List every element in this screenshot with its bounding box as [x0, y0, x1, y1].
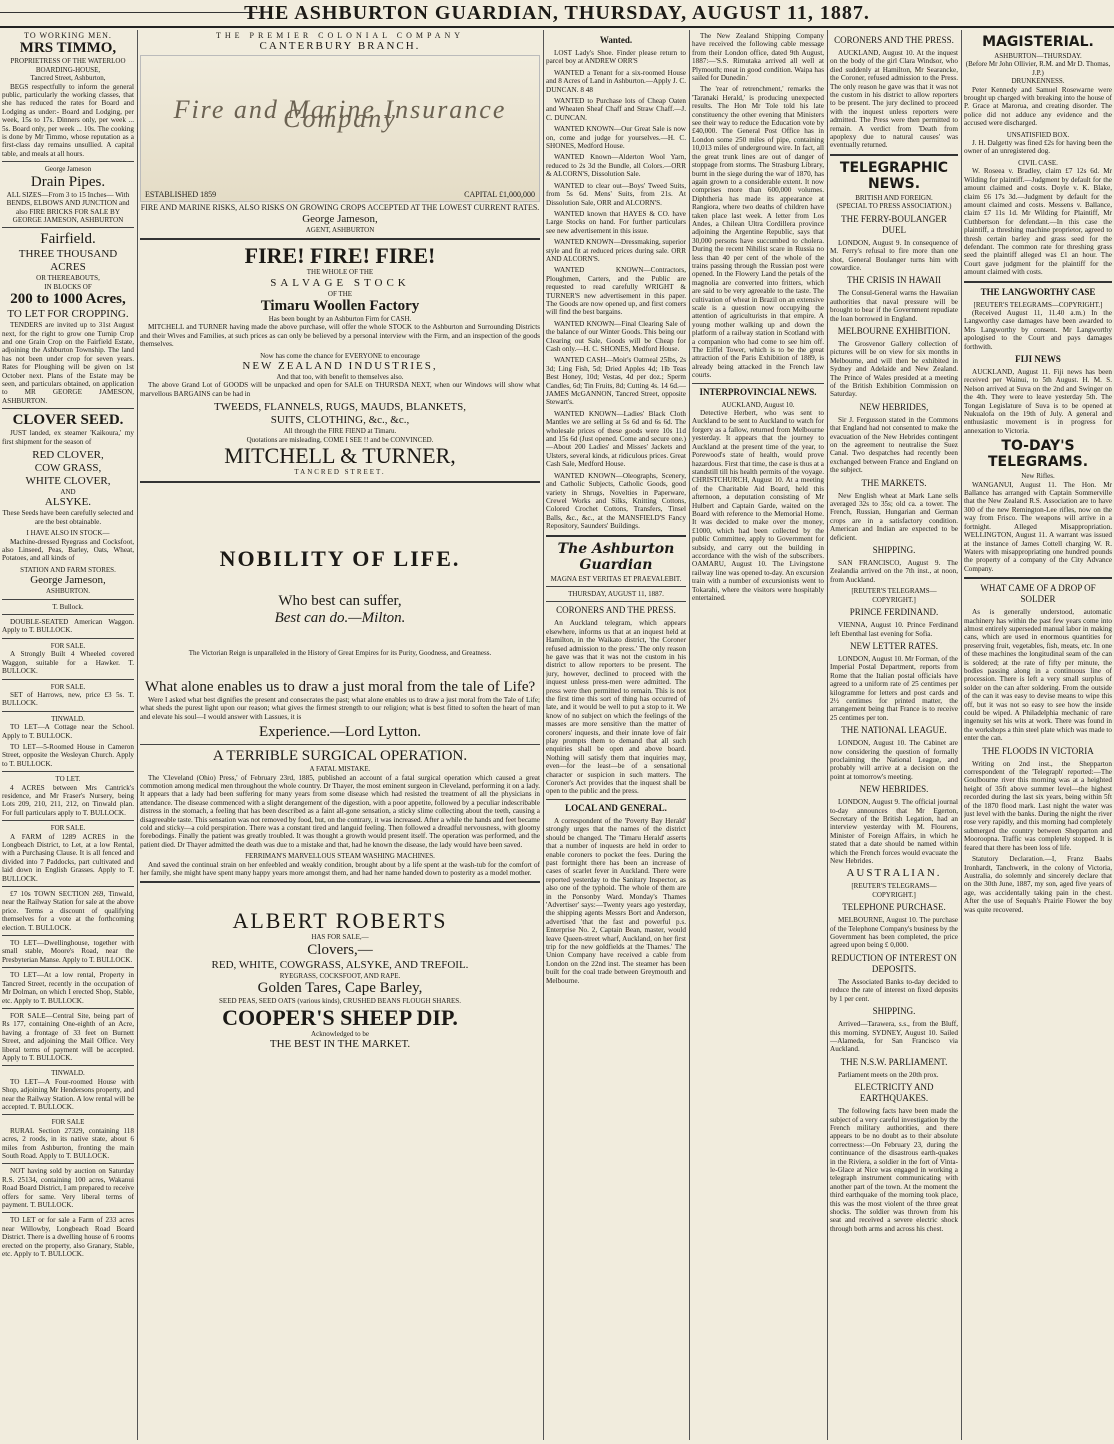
bought-line: Has been bought by an Ashburton Firm for CASH.: [268, 315, 412, 324]
waggon-ad: DOUBLE-SEATED American Waggon. Apply to T. BULLOCK.: [2, 618, 134, 635]
farm-233-ad: TO LET or for sale a Farm of 233 acres near Willowby, Longbeach Road Board District. There is a dwelling house of 6 rooms erected on the property, also Granary, Stable, etc. Apply to T. BULLOCK.: [2, 1216, 134, 1259]
capital-text: CAPITAL £1,000,000: [464, 190, 535, 199]
timmo-name: MRS TIMMO,: [19, 40, 117, 57]
prince-body: VIENNA, August 10. Prince Ferdinand left Ebenthal last evening for Sofia.: [830, 621, 958, 638]
mitchell-turner: MITCHELL & TURNER,: [224, 443, 456, 469]
fairfield-body: TENDERS are invited up to 31st August next, for the right to grow one Turnip Crop and one Grain Crop on the Fairfield Estate, adjoining the Ashburton Township. The land has not been under crop for seven years. Rates for Ploughing will be given on 1st October next. Plans of the Estate may be seen, and particulars obtained, on application to MR GEORGE JAMESON, ASHBURTON.: [2, 321, 134, 405]
agent-label: AGENT, ASHBURTON: [305, 225, 375, 234]
auckland-dateline: AUCKLAND, August 10.: [721, 400, 795, 409]
what-alone-heading: What alone enables us to draw a just moral from the tale of Life?: [144, 678, 536, 695]
wanted-ad: WANTED KNOWN—Dressmaking, superior style and fit at reduced prices during sale. ORR AND ALCORN'S.: [546, 238, 686, 263]
local-general-heading: LOCAL AND GENERAL.: [565, 802, 667, 813]
ashburton-thursday: ASHBURTON—THURSDAY.: [994, 52, 1082, 60]
fiji-body: AUCKLAND, August 11. Fiji news has been received per Wainui, to 5th August. H. M. S. Nelson arrived at Suva on the 2nd and Swinger on the 4th. They were to leave yesterday 5th. The Tongan Legislature of Suva is to be opened at Nukualofa on the 19th of July. A general and enthusiastic movement is in progress for annexation to Victoria.: [964, 368, 1112, 435]
langworthy-body: (Received August 11, 11.40 a.m.) In the Langworthy case damages have been awarded to Mrs Langworthy by consent. Mr Langworthy apologised to the Court and pays damages forthwith.: [964, 308, 1112, 351]
company-name: THE PREMIER COLONIAL COMPANY: [215, 32, 465, 40]
markets-body: New English wheat at Mark Lane sells averaged 32s to 35s; old ca. a tower. The French, Russian, Hungarian and German crops are in a satisfactory condition. American and Indian are expected to be deficient.: [830, 491, 958, 542]
letter-rates-body: LONDON, August 10. Mr Forman, of the Imperial Postal Department, reports from Rome that the Italian postal officials have agreed to a uniform rate of 25 centimes per kilogramme for letters and post cards and 2½ centimes for printed matter, the arrangement being that France is to receive 25 centimes per ton.: [830, 654, 958, 722]
column-classified-bullock: [2, 32, 134, 1440]
wanted-ad: WANTED KNOWN—Oleographs, Scenery, and Catholic Subjects, Catholic Goods, good variety in Shrugs, Novelties in Paperware, Crewel Works and Silks, Knitting Cottons, Colored Crochet Cottons, Transfers, Tinsel Balls, &c., &c., at the MANSFIELD'S Fancy Repository, Saunders' Buildings.: [546, 471, 686, 531]
shipping2-heading: SHIPPING.: [872, 1006, 916, 1017]
ferriman-body: And saved the continual strain on her enfeebled and weakly condition, brought about by a life spent at the wash-tub for the comfort of her family, she might have spent many happy years more amongst them, and had her name handed down to posterity as a model mother.: [140, 860, 540, 877]
british-foreign: BRITISH AND FOREIGN.: [855, 193, 933, 202]
telegraphic-heading: TELEGRAPHIC NEWS.: [839, 159, 949, 192]
insurance-logo: [140, 55, 540, 202]
australian-heading: AUSTRALIAN.: [846, 867, 942, 880]
buggy-ad: A Strongly Built 4 Wheeled covered Waggon, suitable for a Hawker. T. BULLOCK.: [2, 650, 134, 676]
and-that-line: And that too, with benefit to themselves also.: [276, 373, 404, 382]
best-do-line: Best can do.—Milton.: [274, 609, 406, 626]
letter-rates-heading: NEW LETTER RATES.: [849, 640, 939, 651]
column-rule: [827, 30, 828, 1440]
who-best-line: Who best can suffer,: [278, 592, 402, 609]
salvage-stock: SALVAGE STOCK: [270, 276, 410, 289]
auction-ad: NOT having sold by auction on Saturday R.S. 25134, containing 100 acres, Wakanui Road Board District, I am prepared to receive offers for same. Very liberal terms of payment. T. BULLOCK.: [2, 1167, 134, 1210]
agent-name: George Jameson,: [302, 212, 378, 225]
harrows-ad: SET of Harrows, new, price £3 5s. T. BULLOCK.: [2, 690, 134, 708]
wanted-heading: Wanted.: [599, 35, 633, 45]
langworthy-heading: THE LANGWORTHY CASE: [980, 286, 1096, 297]
shipping2-body: Arrived—Tarawera, s.s., from the Bluff, this morning. SYDNEY, August 10. Sailed—Alameda, for San Francisco via Auckland.: [830, 1020, 958, 1054]
civil-heading: CIVIL CASE.: [1018, 158, 1058, 167]
also-in-stock: I HAVE ALSO IN STOCK—: [26, 529, 110, 538]
issue-date: THURSDAY, AUGUST 11, 1887.: [568, 589, 664, 598]
hebrides-heading: NEW HEBRIDES,: [859, 401, 929, 412]
best-market: THE BEST IN THE MARKET.: [269, 1038, 411, 1051]
of-the: OF THE: [327, 289, 353, 298]
fatal-body: The 'Cleveland (Ohio) Press,' of February 23rd, 1885, published an account of a fatal surgical operation which caused a great commotion among medical men throughout the whole country. Dr Thayer, the most eminent surgeon in Cleveland, performing it on a lady. It appears that a lady had been suffering for many years from some disease which had resisted the treatment of all the physicians in attendance. The disease commenced with a slight derangement of the digestion, with a poor appetite, followed by a peculiar indescribable distress in the stomach, a feeling that has been described as a faint all-gone sensation, a sticky slime collecting about the teeth, causing a disagreeable taste. This sensation was not removed by food, but, on the contrary, it was increased. After a while the hands and feet became cold and sticky—a cold perspiration. There was a constant tired and languid feeling. Then followed a dreadful nervousness, with gloomy forebodings. Finally the patient was greatly troubled. It was thought a growth would present itself. The operation was performed, and the patient died. Dr Thayer admitted the death was due to a mistake and that, had he known the disease, the lady would have been saved.: [140, 773, 540, 849]
ferry-body: LONDON, August 9. In consequence of M. Ferry's refusal to fire more than one shot, General Boulanger turns him with cowardice.: [830, 238, 958, 272]
fire-fiend-line: All through the FIRE FIEND at Timaru.: [283, 427, 397, 436]
wanted-ad: WANTED CASH—Moir's Oatmeal 25lbs, 2s 3d; Ling Fish, 5d; Dried Apples 4d; 1lb Teas Best Honey, 10d; Vestas, 4d per doz.; Sperm Candles, 6d; Tin Fruits, 8d; Cutting 4s. 14 6d.—JAMES McGANNON, Tancred Street, opposite Stewart's.: [546, 356, 686, 407]
new-rifles-heading: New Rifles.: [1021, 472, 1055, 481]
league-heading: THE NATIONAL LEAGUE.: [841, 725, 947, 736]
unpacked-body: The above Grand Lot of GOODS will be unpacked and open for SALE on THURSDA NEXT, when our Windows will show what marvellous BARGAINS can be had in: [140, 381, 540, 398]
league-body: LONDON, August 10. The Cabinet are now considering the question of formally proclaiming the National League, and probably will arrive at a decision on the point at tomorrow's meeting.: [830, 739, 958, 781]
drain-pipes-heading: Drain Pipes.: [30, 173, 106, 190]
solder-body: As is generally understood, automatic machinery has within the past few years come into almost entirely superseded manual labor in making cans, which are used in enormous quantities for preserving fruit, vegetables, fish, meats, etc. In one of these machines the longitudinal seam of the can is soldered; at the rate of fifty per minute, the bodies passing along in a continuous line of procession. There is left a very small surplus of solder on the can after soldering. From the outside of the can it was easy to devise means to wipe this off, but it was not so easy to see how the inside could be wiped. A Philadelphia mechanic of rare ingenuity set his wits at work. There was found in the workshops a thin steel plate which was made to enter the can.: [964, 608, 1112, 743]
interprovincial-body: Detective Herbert, who was sent to Auckland to be sent to Auckland to watch for forgery as a fallow, returned from Melbourne yesterday. It appears that the journey to Auckland at the present time of the year, to Porewood's state of health, would prove hazardous. First that time, the case is thus at a standstill till his health permits of the voyage. CHRISTCHURCH, August 10. At a meeting of the Charitable Aid Board, held this afternoon, a deputation consisting of Mr Hulbert and Captain Garde, waited on the Board with reference to the Memorial Home. It was decided to make over the money, £1000, which had been collected by the public Committee, apply to Government for subsidy, and carry out the building in accordance with the wish of the subscribers. OAMARU, August 10. The Livingstone railway line was opened to-day. An excursion train with a number of excursionists went to Tokarahi, where the visitors were hospitably entertained.: [692, 409, 824, 602]
timmo-address: Tancred Street, Ashburton,: [30, 74, 106, 83]
column-telegraphic: [830, 32, 958, 1440]
deposits-body: The Associated Banks to-day decided to reduce the rate of interest on fixed deposits by 1 per cent.: [830, 977, 958, 1003]
ashburton-label: ASHBURTON.: [46, 587, 90, 596]
reuter-line: [REUTER'S TELEGRAMS—COPYRIGHT.]: [851, 587, 937, 604]
seed-peas-line: SEED PEAS, SEED OATS (various kinds), CRUSHED BEANS FLOUGH SHARES.: [219, 997, 461, 1006]
working-men-heading: TO WORKING MEN.: [24, 32, 112, 40]
three-thousand-acres: THREE THOUSAND ACRES: [18, 248, 118, 274]
in-blocks: IN BLOCKS OF: [44, 282, 92, 291]
white-clover: WHITE CLOVER,: [25, 475, 111, 487]
risks-text: FIRE AND MARINE RISKS, ALSO RISKS ON GROWING CROPS ACCEPTED AT THE LOWEST CURRENT RATES.: [140, 203, 540, 213]
shipping-heading: SHIPPING.: [872, 545, 916, 556]
column-rule: [137, 30, 138, 1440]
albert-roberts: ALBERT ROBERTS: [232, 908, 448, 934]
wanted-ad: WANTED to Purchase lots of Cheap Oaten and Wheaten Sheaf Chaff and Straw Chaff.—J. C. DUNCAN.: [546, 97, 686, 122]
has-for-sale: HAS FOR SALE,—: [311, 933, 369, 942]
red-clover: RED CLOVER,: [32, 449, 104, 461]
deposits-heading: REDUCTION OF INTEREST ON DEPOSITS.: [831, 952, 957, 974]
fiji-heading: FIJI NEWS: [1015, 354, 1061, 364]
timaru-factory: Timaru Woollen Factory: [260, 298, 420, 315]
golden-tares: Golden Tares, Cape Barley,: [257, 980, 423, 997]
before-line: (Before Mr John Ollivier, R.M. and Mr D. Thomas, J.P.): [965, 60, 1111, 77]
coopers-heading: COOPER'S SHEEP DIP.: [222, 1004, 458, 1030]
acres-range: 200 to 1000 Acres,: [10, 291, 126, 308]
telephone-body: MELBOURNE, August 10. The purchase of the Telephone Company's business by the Government has been completed, the price agreed upon being £ 0,000.: [830, 916, 958, 950]
for-sale-heading: FOR SALE.: [50, 682, 86, 691]
wanted-ad: LOST Lady's Shoe. Finder please return to parcel boy at ANDREW ORR'S: [546, 49, 686, 66]
were-i-body: Were I asked what best dignifies the present and consecrates the past; what alone enables us to draw a just moral from the Tale of Life; what sheds the purest light upon our reason; what gives the firmest strength to our religion; what is best fitted to soften the heart of man and elevate his soul—I would answer with Lassues, it is: [140, 695, 540, 721]
nsw-body: Parliament meets on the 20th prox.: [838, 1070, 939, 1079]
four-room-ad: TO LET—A Four-roomed House with Shop, adjoining Mr Hendersons property, and near the Railway Station. A low rental will be accepted. T. BULLOCK.: [2, 1077, 134, 1111]
drunkenness-heading: DRUNKENNESS.: [1011, 77, 1065, 86]
drunkenness-body: Peter Kennedy and Samuel Rosewarne were brought up charged with breaking into the house of P. Grace at Marorua, and creating disorder. The police did not adduce any evidence and the accused were discharged.: [964, 85, 1112, 128]
clover-list: RED, WHITE, COWGRASS, ALSYKE, AND TREFOIL.: [211, 958, 469, 971]
masthead-title: THE ASHBURTON GUARDIAN, THURSDAY, AUGUST 11, 1887.: [244, 2, 870, 24]
clovers-heading: Clovers,—: [307, 941, 373, 958]
statutory-body: Statutory Declaration.—I, Franz Baabs Ironhardt, Tanchwerk, in the colony of Victoria, Australia, do solemnly and sincerely declare that on the 30th June, 1887, my son, aged five years of age, was accidentally taking pain in the chest. After the use of Sequah's Prairie Flower the boy was quite recovered.: [964, 855, 1112, 914]
wanted-ad: WANTED known that HAYES & CO. have Large Stocks on hand. For further particulars see new advertisement in this issue.: [546, 209, 686, 235]
ferry-heading: THE FERRY-BOULANGER DUEL: [841, 213, 947, 235]
magisterial-heading: MAGISTERIAL.: [982, 34, 1094, 50]
mitchell-body: MITCHELL and TURNER having made the above purchase, will offer the whole STOCK to the Ashburton and Surrounding Districts and their Wives and Families, at such prices as can only be believed by a personal interview with the Firm, and an inspection of the goods themselves.: [140, 323, 540, 349]
interprovincial-heading: INTERPROVINCIAL NEWS.: [699, 386, 817, 397]
column-wanted-editorial: [546, 32, 686, 1440]
special-line: (SPECIAL TO PRESS ASSOCIATION.): [836, 202, 952, 211]
wanted-ad: WANTED KNOWN—Our Great Sale is now on, come and judge for yourselves.—H. C. SHONES, Medford House.: [546, 125, 686, 151]
whole-of: THE WHOLE OF THE: [306, 268, 374, 277]
editorial-heading: CORONERS AND THE PRESS.: [556, 605, 676, 616]
quotations-line: Quotations are misleading, COME I SEE !! and be CONVINCED.: [246, 435, 434, 444]
tancred-street: TANCRED STREET.: [294, 468, 386, 477]
column-rule: [689, 30, 690, 1440]
victorian-reign: The Victorian Reign is unparalleled in the History of Great Empires for its Purity, Goodness, and Greatness.: [188, 648, 492, 657]
for-sale-heading: FOR SALE.: [50, 641, 86, 650]
or-thereabouts: OR THEREABOUTS,: [36, 274, 100, 283]
todays-body: WANGANUI, August 11. The Hon. Mr Ballance has arranged with Captain Sommerville that the New Zealand R.S. Association are to have 300 of the new Remington-Lee rifles, now on the way from Frisco. The weapons will arrive in a fortnight. Alleged Misappropriation. WELLINGTON, August 11. A warrant was issued at the instance of James Cottell charging W. R. Waters with misappropriating one hundred pounds the property of a company of the City Advance Company.: [964, 480, 1112, 573]
wanted-ad: WANTED KNOWN—Contractors, Ploughmen, Carters, and the Public are requested to read carefully WRIGHT & TURNER'S new advertisement in this paper. The Goods are now opened up, and first comers will find the best bargains.: [546, 266, 686, 317]
fairfield-heading: Fairfield.: [40, 231, 96, 248]
wanted-ad: WANTED KNOWN—Final Clearing Sale of the balance of our Winter Goods. This being our Clearing out Sale, Goods will be Cheap for Cash only.—H. C. SHONES, Medford House.: [546, 319, 686, 353]
low-rental-ad: TO LET—At a low rental, Property in Tancred Street, recently in the occupation of Mr Dolman, on which I erected Shop, Stable, etc. Apply to T. BULLOCK.: [2, 971, 134, 1005]
established-text: ESTABLISHED 1859: [145, 190, 217, 199]
canterbury-branch: CANTERBURY BRANCH.: [259, 40, 421, 53]
seeds-note: These Seeds have been carefully selected and are the best obtainable.: [2, 509, 134, 526]
clover-intro: JUST landed, ex steamer 'Kaikoura,' my first shipment for the season of: [2, 429, 134, 446]
unsatisfied-heading: UNSATISFIED BOX.: [1006, 130, 1070, 139]
town-section-ad: £7 10s TOWN SECTION 269, Tinwald, near the Railway Station for sale at the above price. Terms a discount of qualifying themselves for a vote at the forthcoming election. T. BULLOCK.: [2, 890, 134, 932]
acres-ad: 4 ACRES between Mrs Cantrick's residence, and Mr Fraser's Nursery, being Lots 209, 210, 211, 212, on Tinwald plan. For full particulars apply to T. BULLOCK.: [2, 783, 134, 817]
editorial-body: An Auckland telegram, which appears elsewhere, informs us that at an inquest held at Hamilton, in the Waikato district, 'the Coroner refused admission to the press.' The only reason he gave was that it was not the custom in his district to allow reporters to be present. The jury, however, declined to proceed with the inquest unless press-men were admitted. The press were then permitted to remain. This is not the first time this sort of thing has occurred of late, and it would be well to put a stop to it. We know of no subject on which the feelings of the masses are more sensitive than the matter of coroners' inquests, and their innate love of fair play prompts them to demand that all such enquiries shall be open and above board. Nothing will satisfy them that inquiries may, even—for the least—be of a sensational character or suspicion in such matters. The Coroner's Act provides that the inquest shall be open to the public and the press.: [546, 619, 686, 796]
wanted-ad: WANTED Known—Alderton Wool Yarn, reduced to 2s 3d the Bundle, all Colors.—ORR & ALCORN'S, Dissolution Sale.: [546, 153, 686, 179]
motto: MAGNA EST VERITAS ET PRAEVALEBIT.: [550, 574, 682, 583]
chance-line: Now has come the chance for EVERYONE to encourage: [260, 351, 420, 360]
house-ad: TO LET—5-Roomed House in Cameron Street, opposite the Wesleyan Church. Apply to T. BULLOCK.: [2, 742, 134, 768]
coroners-heading: CORONERS AND THE PRESS.: [834, 35, 954, 45]
masthead: [0, 0, 1114, 28]
nobility-heading: NOBILITY OF LIFE.: [219, 545, 461, 571]
solder-heading: WHAT CAME OF A DROP OF SOLDER: [980, 583, 1096, 605]
fire-heading: FIRE! FIRE! FIRE!: [244, 243, 436, 269]
coroners-body: AUCKLAND, August 10. At the inquest on the body of the girl Clara Windsor, who died suddenly at Hamilton, Mr Searancke, the Coroner, refused admission to the Press. The only reason he gave was that it was not the custom in his district to allow reporters to be present. The jury declined to proceed with the inquest unless reporters were admitted. The Press were then permitted to remain. A verdict from 'Death from apoplexy due to natural causes' was eventually returned.: [830, 49, 958, 150]
timmo-body: BEGS respectfully to inform the general public, particularly the working classes, that she has reduced the rates for Board and Lodging as under:- Board and Lodging, per week, 15s to 17s. Dinners only, per week ... 5s. Board only, per week ... 10s. The cooking is done by Mr Timmo, whose reputation as a first-class day remains unsullied. A capital table, and meals at all hours.: [2, 82, 134, 158]
for-sale-heading: FOR SALE: [51, 1118, 85, 1127]
new-hebrides-body: LONDON, August 9. The official journal to-day announces that Mr Egerton, Secretary of the British Legation, had an interview yesterday with M. Flourens, Minister of Foreign Affairs, in which he stated that a date should be named within which the French forces would evacuate the New Hebrides.: [830, 798, 958, 866]
column-news-items: [692, 32, 824, 1440]
insurance-logo-text: Fire and Marine Insurance Company: [173, 95, 507, 133]
wanted-ad: WANTED a Tenant for a six-roomed House and 8 Acres of Land in Ashburton.—Apply J. C. DUNCAN. 8 48: [546, 68, 686, 94]
experience-line: Experience.—Lord Lytton.: [258, 724, 422, 741]
jameson-signature: George Jameson,: [30, 574, 106, 587]
prince-heading: PRINCE FERDINAND.: [849, 607, 939, 618]
nsw-heading: THE N.S.W. PARLIAMENT.: [840, 1056, 948, 1067]
wanted-ad: WANTED to clear out—Boys' Tweed Suits, from 5s 6d. Mens' Suits, from 21s. At Dissolution Sale, ORR and ALCORN'S.: [546, 181, 686, 207]
column-rule: [961, 30, 962, 1440]
todays-telegrams-heading: TO-DAY'S TELEGRAMS.: [987, 438, 1089, 471]
quakes-body: The following facts have been made the subject of a very careful investigation by the French military authorities, and there appears to be no doubt as to their absolute correctness:—On February 23, during the continuance of the disastrous earth-quakes in the Riviera, a soldier in the fort of Vinta-le-Glace at Nice was engaged in working a telegraph instrument communicating with another part of the town. At the moment the third earthquake of the morning took place, this was the most violent of the three great shocks. The soldier was thrown from his seat and received a severe electric shock through both arms and across his chest.: [830, 1107, 958, 1233]
jameson-label: George Jameson: [44, 165, 92, 174]
floods-heading: THE FLOODS IN VICTORIA: [982, 745, 1094, 756]
floods-body: Writing on 2nd inst., the Shepparton correspondent of the 'Telegraph' reported:—The Goulbourne river this morning was at a heighted height of 35ft above summer level—the highest recorded during the last six years, being within 5ft of the 1870 flood mark. Last night the water was just level with the banks. During the night the river rose very rapidly, and this morning had completely submerged the country between Shepparton and Mooroopna. Traffic was completely stopped. It is feared that there has been loss of life.: [964, 759, 1112, 852]
quakes-heading: ELECTRICITY AND EARTHQUAKES.: [854, 1082, 934, 1104]
langworthy-reuter: [REUTER'S TELEGRAMS—COPYRIGHT.]: [973, 300, 1103, 309]
column-display-ads: [140, 32, 540, 1440]
surgical-heading: A TERRIBLE SURGICAL OPERATION.: [212, 748, 468, 765]
hawaii-heading: THE CRISIS IN HAWAII: [846, 275, 942, 286]
suits-line: SUITS, CLOTHING, &c., &c.,: [270, 414, 410, 427]
shipping-body: SAN FRANCISCO, August 9. The Zealandia arrived on the 7th inst., at noon, from Auckland.: [830, 559, 958, 584]
tinwald-heading: TINWALD.: [51, 714, 85, 723]
civil-body: W. Roseea v. Bradley, claim £7 12s 6d. Mr Wilding for plaintiff.—Judgment by default for the amount claimed and costs. Doyle v. K. Blake, claim £6 17s 3d.—Judgment by default for the amount claimed and costs. Messens v. Ballance, claim £7 11s 1d. Mr Wilding for Plaintiff, Mr Cuthbertson for defendant.—In this case the plaintiff, a threshing machine proprietor, agreed to thresh certain barley and grass seed for the defendant. The common rate for threshing grass seed the plaintiff alleged was £1 an hour. The Court gave judgment for the plaintiff for the amount claimed with costs.: [964, 167, 1112, 277]
ferriman-heading: FERRIMAN'S MARVELLOUS STEAM WASHING MACHINES.: [245, 852, 435, 861]
farm-ad: A FARM of 1289 ACRES in the Longbeach District, to Let, at a low Rental, with a Purchasing Clause. It is all fenced and divided into 7 Paddocks, part cultivated and laid down in English Grasses. Apply to T. BULLOCK.: [2, 832, 134, 883]
stock-body: Machine-dressed Ryegrass and Cocksfoot, also Linseed, Peas, Barley, Oats, Wheat, Potatoes, and all kinds of: [2, 537, 134, 563]
station-farm-stores: STATION AND FARM STORES.: [20, 565, 116, 574]
local-general-body: A correspondent of the 'Poverty Bay Herald' strongly urges that the names of the district should be changed. The 'Timaru Herald' asserts that a number of inquests are held in order to enable coroners to pocket the fees. During the past fortnight there has been an increase of cases of scarlet fever in Auckland. There were reported yesterday to the Sanitary Inspector, as also one of the typhoid. The whole of them are in the Ponsonby Ward. Monday's Thames 'Advertiser' says:—Twenty years ago yesterday, the shipping agents Messrs Bort and Anderson, advertised 'that the fast and powerful p.s. Enterprise No. 2, Captain Bean, master, would leave Queen-street wharf, Auckland, on her first trip for the new goldfields at the Thames.' The Union Company have received a cable from London on the 22nd inst. The steamer has been built for the coal trade between Greymouth and Melbourne.: [546, 816, 686, 985]
to-let-cropping: TO LET FOR CROPPING.: [7, 308, 129, 321]
cow-grass: COW GRASS,: [34, 462, 102, 474]
newspaper-nameplate: The Ashburton Guardian: [557, 540, 675, 573]
drain-pipes-body: ALL SIZES—From 3 to 15 Inches— With BENDS, ELBOWS AND JUNCTION and also FIRE BRICKS FOR SALE BY GEORGE JAMESON, ASHBURTON: [6, 190, 130, 224]
melbourne-body: The Grosvenor Gallery collection of pictures will be on view for six months in Melbourne, and will then be exhibited in Sydney and Adelaide and New Zealand. The Prince of Wales presided at a meeting of the British Exhibition Commission on Saturday.: [830, 339, 958, 399]
rural-section-ad: RURAL Section 27329, containing 118 acres, 2 roods, in its native state, about 6 miles from Ashburton, fronting the main South Road. Apply to T. BULLOCK.: [2, 1126, 134, 1160]
wanted-ad: WANTED KNOWN—Ladies' Black Cloth Mantles we are selling at 5s 6d and 6s 6d. The wholesale prices of these goods were 10s 11d and 15s 6d (Just opened. Come and secure one.)—About 200 Ladies' and Misses' Jackets and Ulsters, several kinds, at ridiculous prices. Great Cash Sale, Medford House.: [546, 409, 686, 469]
nz-industries: NEW ZEALAND INDUSTRIES,: [242, 360, 438, 373]
tinwald-heading: TINWALD.: [51, 1069, 85, 1078]
markets-heading: THE MARKETS.: [861, 477, 927, 488]
and-word: AND: [60, 488, 76, 496]
hebrides-body: Sir J. Fergusson stated in the Commons that England had not consented to make the evacuation of the New Hebrides contingent on the agreement to neutralise the Suez Canal. Two despatches had recently been exchanged between France and England on the subject.: [830, 415, 958, 475]
bullock-header: T. Bullock.: [52, 602, 84, 611]
ryegrass-line: RYEGRASS, COCKSFOOT, AND RAPE.: [279, 971, 401, 980]
acknowledged-line: Acknowledged to be: [311, 1029, 369, 1038]
central-site-ad: FOR SALE—Central Site, being part of Rs 177, containing One-eighth of an Acre, having a frontage of 33 feet on Burnett Street, and adjoining the Mail Office. Very liberal terms of payment will be accepted. Apply to T. BULLOCK.: [2, 1011, 134, 1062]
unsatisfied-body: J. H. Dalgetty was fined £2s for having been the owner of an unregistered dog.: [964, 139, 1112, 156]
cottage-ad: TO LET—A Cottage near the School. Apply to T. BULLOCK.: [2, 723, 134, 740]
melbourne-heading: MELBOURNE EXHIBITION.: [837, 325, 951, 336]
shipping-cable: The New Zealand Shipping Company have received the following cable message from their London office, dated 9th August, 1887:—'S.S. Rimutaka arrived all well at Plymouth; meat in good condition. Waipa has sailed for Dunedin.': [692, 32, 824, 83]
timmo-sub: PROPRIETRESS OF THE WATERLOO BOARDING-HOUSE,: [10, 57, 126, 74]
news-items: The 'rear of retrenchment,' remarks the 'Taranaki Herald,' is producing unexpected results. The Hon Mr Tole told his late constituency the other evening that Ministers see their way to reduce the Education vote by £40,000. The General Post Office has in London some 250 miles of pipe, containing 10,013 miles of underground wire. In fact, all the great trunk lines are out of danger of stoppage from storms. The Strasburg Library, burnt in the siege during the war of 1870, has again grown to a considerable extent. It now comprises more than 600,000 volumes. Diphtheria has made its appearance at Rangiora, where two deaths of children have taken place last week. A letter from Los Andes, a Chilean Ultra Cordillera province adjoining the Argentine Republic, says that 30,000 persons have succumbed to cholera. During the recent Nihilist scare in Russia no less than 40 per cent of the whole of the trains passing through the Russian post were opened. In the Flowery Land the petals of the magnolia are converted into fritters, which are said to be very agreeable to the taste. The cultivation of wheat in Brazil on an extensive scale is a question now occupying the attention of agriculturists in that empire. A young mother walking up and down the platform of a railway station in Scotland with a companion who had come to see him off. The Eiffel Tower, which is to be the great attraction of the Paris Exhibition of 1889, is already being attacked in the French law courts.: [692, 85, 824, 380]
alsyke: ALSYKE.: [44, 496, 92, 509]
new-hebrides-heading: NEW HEBRIDES.: [859, 784, 929, 795]
for-sale-heading: FOR SALE.: [50, 824, 86, 833]
hawaii-body: The Consul-General warns the Hawaiian authorities that naval pressure will be brought to bear if the Government repudiate the loan borrowed in England.: [830, 289, 958, 323]
fatal-mistake: A FATAL MISTAKE.: [309, 765, 371, 774]
column-rule: [543, 30, 544, 1440]
to-let-heading: TO LET.: [55, 775, 81, 784]
dwellinghouse-ad: TO LET—Dwellinghouse, together with small stable, Moore's Road, near the Presbyterian Manse. Apply to T. BULLOCK.: [2, 939, 134, 964]
clover-seed-heading: CLOVER SEED.: [12, 412, 124, 429]
australian-reuter: [REUTER'S TELEGRAMS—COPYRIGHT.]: [851, 882, 937, 899]
tweeds-line: TWEEDS, FLANNELS, RUGS, MAUDS, BLANKETS,: [213, 401, 467, 414]
telephone-heading: TELEPHONE PURCHASE.: [842, 902, 946, 913]
column-magisterial: [964, 32, 1112, 1440]
